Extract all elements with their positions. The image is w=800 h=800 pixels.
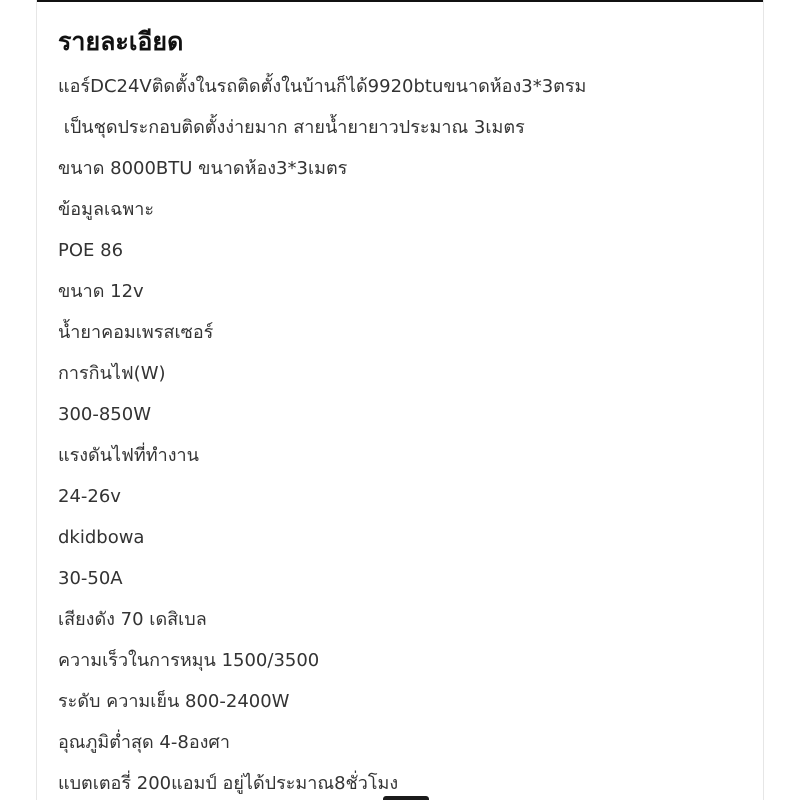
detail-line: 300-850W [58,404,152,425]
detail-line: 24-26v [58,486,121,507]
detail-line: ข้อมูลเฉพาะ [58,199,155,220]
scroll-handle[interactable] [383,796,429,800]
detail-line: ความเร็วในการหมุน 1500/3500 [58,650,320,671]
detail-line: 30-50A [58,568,123,589]
detail-line: ระดับ ความเย็น 800-2400W [58,691,290,712]
details-heading: รายละเอียด [58,27,184,56]
detail-line: อุณภูมิต่ำสุด 4-8องศา [58,732,230,753]
detail-line: น้ำยาคอมเพรสเซอร์ [58,322,214,343]
details-content [58,20,758,800]
detail-line: ขนาด 12v [58,281,144,302]
detail-line: การกินไฟ(W) [58,363,166,384]
top-divider [36,0,764,2]
detail-line: ขนาด 8000BTU ขนาดห้อง3*3เมตร [58,158,348,179]
detail-line: เป็นชุดประกอบติดตั้งง่ายมาก สายน้ำยายาวประมาณ 3เมตร [58,117,525,138]
detail-line: POE 86 [58,240,124,261]
detail-line: dkidbowa [58,527,145,548]
detail-line: แอร์DC24Vติดตั้งในรถติดตั้งในบ้านก็ได้9920btuขนาดห้อง3*3ตรม [58,76,587,97]
detail-line: เสียงดัง 70 เดสิเบล [58,609,207,630]
right-border [763,0,764,800]
detail-line: แบตเตอรี่ 200แอมป์ อยู่ได้ประมาณ8ชั่วโมง [58,773,399,794]
detail-line: แรงดันไฟที่ทำงาน [58,445,199,466]
left-border [36,0,37,800]
